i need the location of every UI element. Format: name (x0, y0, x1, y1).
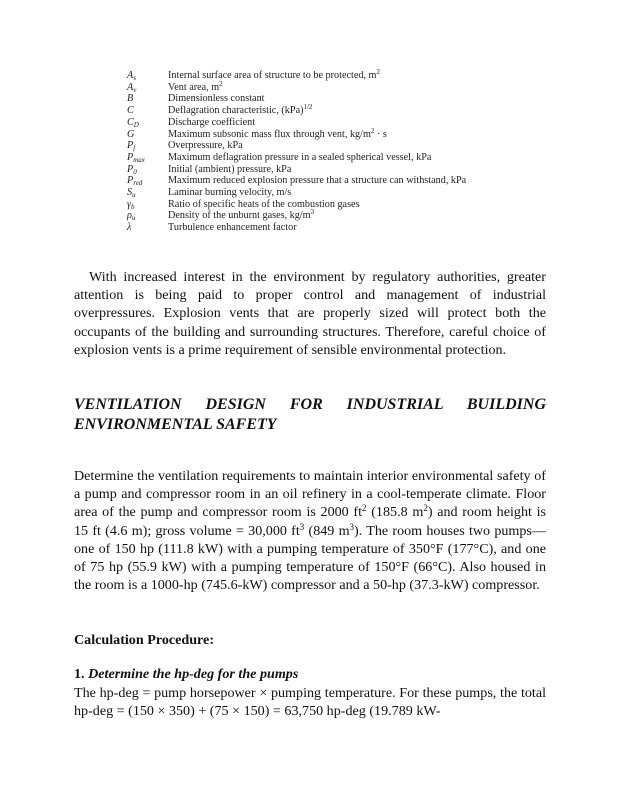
p2-text-d: (849 m (304, 522, 350, 539)
nomenclature-row (118, 210, 518, 222)
nomenclature-row (118, 117, 518, 129)
step-title: Determine the hp-deg for the pumps (88, 666, 299, 682)
section-heading (74, 395, 546, 435)
nomenclature-row (118, 152, 518, 164)
nomenclature-row (118, 199, 518, 211)
nomenclature-row (118, 140, 518, 152)
nomenclature-row (118, 93, 518, 105)
p2-text-b: (185.8 m (366, 504, 424, 521)
heading-line-1: VENTILATION DESIGN FOR INDUSTRIAL BUILDING (74, 396, 546, 413)
nomenclature-description: Ratio of specific heats of the combustion gases (168, 198, 360, 210)
nomenclature-symbol: $P_f$ (127, 140, 136, 153)
nomenclature-row (118, 105, 518, 117)
p2-sup-a: 2 (362, 503, 367, 514)
nomenclature-description: Dimensionless constant (168, 93, 265, 105)
p2-sup-b: 2 (423, 503, 428, 514)
nomenclature-description: Initial (ambient) pressure, kPa (168, 163, 292, 175)
nomenclature-symbol: B (127, 93, 134, 105)
nomenclature-description: Discharge coefficient (168, 116, 256, 128)
nomenclature-symbol: $P_0$ (127, 163, 137, 176)
nomenclature-row (118, 222, 518, 234)
paragraph-problem (74, 467, 546, 594)
nomenclature-row (118, 126, 518, 141)
nomenclature-symbol: $S_u$ (127, 187, 136, 200)
nomenclature-symbol: $P_{max}$ (127, 151, 145, 164)
nomenclature-description: Internal surface area of structure to be protected, $m^2$ (168, 68, 380, 81)
paragraph-intro: With increased interest in the environment by regulatory authorities, greater attention is being paid to proper control and management of industrial overpressures. Explosion vents that are properly sized will protect both the occupants of the building and surrounding structures. Therefore, careful choice of explosion vents is a prime requirement of sensible environmental protection. (74, 269, 546, 358)
heading-line-2: ENVIRONMENTAL SAFETY (74, 416, 277, 433)
nomenclature-description: Maximum deflagration pressure in a sealed spherical vessel, kPa (168, 151, 432, 163)
nomenclature-row (118, 187, 518, 199)
nomenclature-description: Vent area, $m^2$ (168, 79, 223, 93)
nomenclature-symbol: $A_v$ (127, 81, 137, 94)
nomenclature-description: Maximum reduced explosion pressure that a structure can withstand, kPa (168, 175, 467, 187)
nomenclature-description: Maximum subsonic mass flux through vent, $kg/m^2 \cdot s$ (168, 126, 387, 140)
step-number: 1. (74, 666, 85, 682)
nomenclature-row (118, 164, 518, 176)
p2-text-c: ) and room height is 15 ft (4.6 m); gross volume = 30,000 ft (74, 504, 547, 539)
nomenclature-row (118, 175, 518, 187)
nomenclature-symbol: $C_D$ (127, 116, 139, 129)
nomenclature-description: Density of the unburnt gases, $kg/m^3$ (168, 208, 315, 222)
calculation-procedure-title: Calculation Procedure: (74, 632, 215, 648)
nomenclature-description: Turbulence enhancement factor (168, 222, 297, 234)
nomenclature-description: Laminar burning velocity, m/s (168, 187, 292, 199)
nomenclature-symbol: λ (127, 222, 132, 234)
nomenclature-symbol: C (127, 105, 134, 117)
nomenclature-symbol: $P_{red}$ (127, 175, 143, 188)
p2-text-e: ). The room houses two pumps—one of 150 hp (111.8 kW) with a pumping temperature of 350°F (177°C), and one of 75 hp (55.9 kW) with a pumping temperature of 150°F (66°C). Also housed in the room is a 1000-hp (745.6-kW) compressor and a 50-hp (37.3-kW) compressor. (74, 522, 547, 594)
nomenclature-symbol: $\rho_u$ (127, 210, 136, 223)
p2-text-a: Determine the ventilation requirements to maintain interior environmental safety of a pump and compressor room in an oil refinery in a cool-temperate climate. Floor area of the pump and compressor room is 2000 ft (74, 468, 546, 521)
nomenclature-symbol: $A_s$ (127, 70, 136, 82)
p2-sup-d: 3 (349, 521, 355, 532)
nomenclature-row (118, 79, 518, 94)
nomenclature-description: Deflagration characteristic, (kPa)$^{1/2}$ (168, 103, 313, 117)
nomenclature-list (118, 70, 518, 256)
nomenclature-symbol: $\gamma_b$ (127, 198, 135, 211)
paragraph-step-1: The hp-deg = pump horsepower × pumping temperature. For these pumps, the total hp-deg = (150 × 350) + (75 × 150) = 63,750 hp-deg (19.789 kW- (74, 685, 546, 720)
nomenclature-symbol: G (127, 128, 135, 140)
step-1-heading (74, 666, 298, 683)
nomenclature-description: Overpressure, kPa (168, 140, 243, 152)
p2-sup-c: 3 (299, 521, 305, 532)
nomenclature-row (118, 70, 518, 82)
